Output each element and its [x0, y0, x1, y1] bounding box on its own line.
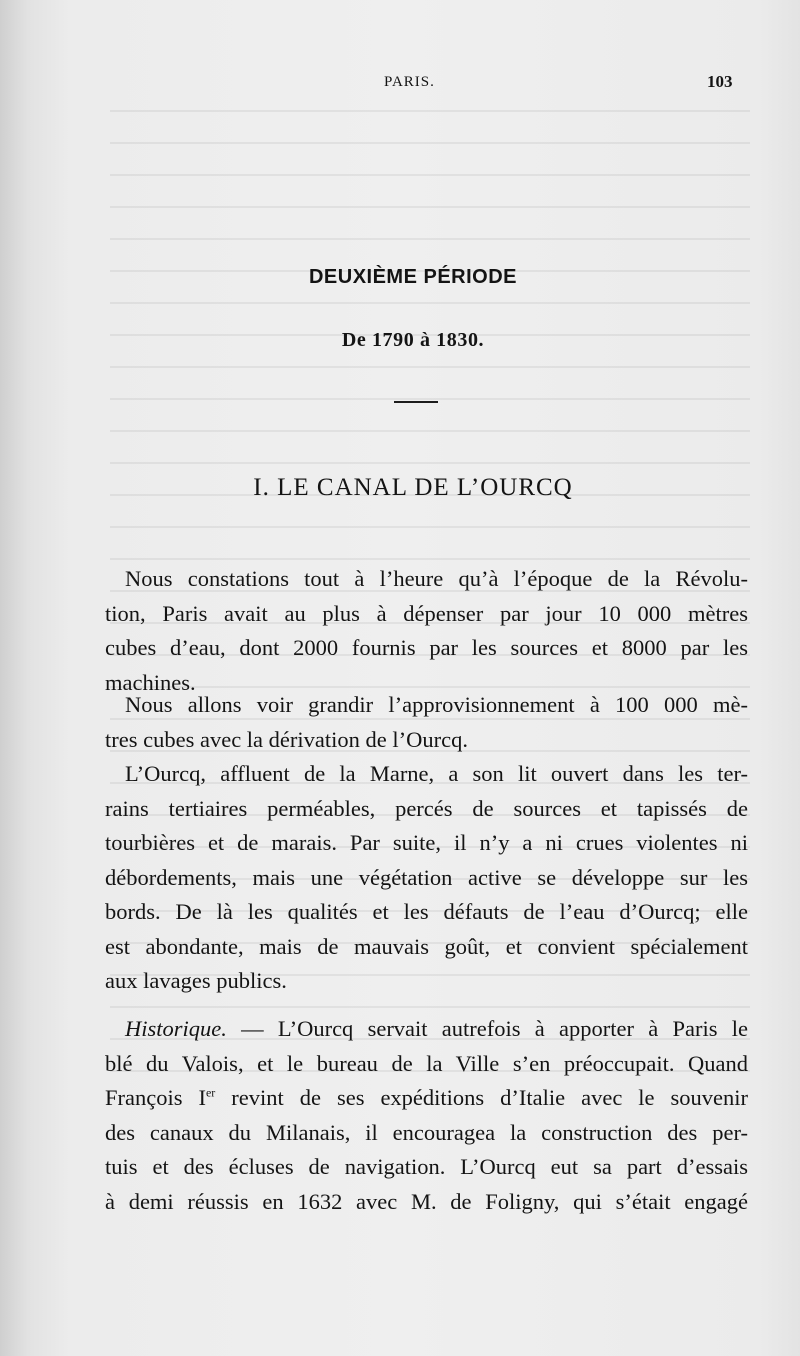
period-dates: De 1790 à 1830. — [341, 329, 485, 351]
text-run: revint de ses expéditions d’Italie avec le souvenir — [215, 1085, 748, 1110]
text-line: blé du Valois, et le bureau de la Ville s’en préoccupait. Quand — [105, 1050, 748, 1076]
text-line: machines. — [105, 669, 196, 695]
running-head: PARIS. — [384, 74, 435, 90]
divider-rule — [394, 401, 438, 403]
text-line: à demi réussis en 1632 avec M. de Foligny, qui s’était engagé — [105, 1188, 748, 1214]
text-line: tuis et des écluses de navigation. L’Ourcq eut sa part d’essais — [105, 1154, 748, 1179]
text-line — [105, 1012, 748, 1047]
text-line: L’Ourcq, affluent de la Marne, a son lit ouvert dans les ter- — [125, 761, 748, 786]
section-title: I. LE CANAL DE L’OURCQ — [253, 474, 573, 501]
text-line: Nous allons voir grandir l’approvisionnement à 100 000 mè- — [125, 692, 748, 717]
text-line: débordements, mais une végétation active se développe sur les — [105, 864, 748, 890]
period-title: DEUXIÈME PÉRIODE — [308, 266, 518, 288]
paragraph-3 — [105, 757, 748, 999]
text-line: tres cubes avec la dérivation de l’Ourcq. — [105, 726, 468, 752]
text-run: — L’Ourcq servait autrefois à apporter à Paris le — [226, 1016, 748, 1041]
text-line: Nous constations tout à l’heure qu’à l’époque de la Révolu- — [125, 566, 748, 591]
text-line: rains tertiaires perméables, percés de sources et tapissés de — [105, 795, 748, 821]
text-line: bords. De là les qualités et les défauts de l’eau d’Ourcq; elle — [105, 899, 748, 924]
text-line: aux lavages publics. — [105, 968, 287, 993]
text-line: est abondante, mais de mauvais goût, et convient spécialement — [105, 933, 748, 959]
text-line: des canaux du Milanais, il encouragea la construction des per- — [105, 1119, 748, 1145]
paragraph-2 — [105, 688, 748, 757]
page-number: 103 — [707, 72, 733, 91]
text-line: cubes d’eau, dont 2000 fournis par les sources et 8000 par les — [105, 635, 748, 660]
text-line: tourbières et de marais. Par suite, il n’y a ni crues violentes ni — [105, 830, 748, 855]
paragraph-4 — [105, 1012, 748, 1219]
historique-label: Historique. — [125, 1016, 227, 1041]
text-line — [105, 1081, 748, 1116]
paragraph-1 — [105, 562, 748, 700]
superscript: er — [205, 1085, 216, 1100]
text-line: tion, Paris avait au plus à dépenser par jour 10 000 mètres — [105, 600, 748, 626]
text-run: François I — [105, 1085, 206, 1110]
